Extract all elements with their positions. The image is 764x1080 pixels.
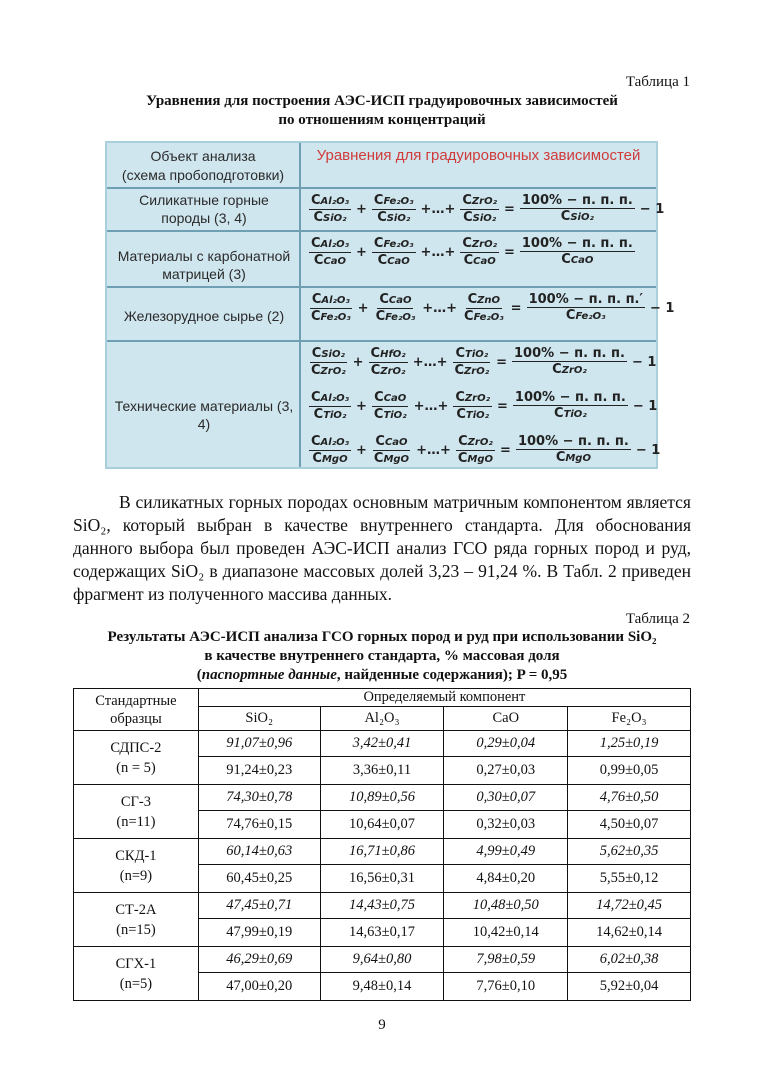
- table1-label: Таблица 1: [625, 74, 690, 90]
- equation: $\frac{\text{CAl₂O₃}}{\text{CMgO}}$ + $\frac{\text{CCaO}}{\text{CMgO}}$ +…+ $\frac{\text{CZrO₂}}{\text{CMgO}}$ = $\frac{100\% - п. п. п.}{\text{CMgO}}$ − 1: [311, 433, 661, 466]
- passport-value: 47,45±0,71: [198, 893, 320, 919]
- caption-italic: паспортные данные: [201, 667, 337, 683]
- found-value: 0,27±0,03: [444, 757, 568, 785]
- table1-object-silicate: [111, 191, 297, 227]
- table2-results: [73, 688, 691, 1001]
- found-value: 4,50±0,07: [568, 811, 691, 839]
- header-samples-line1: Стандартные: [95, 692, 177, 709]
- found-value: 16,56±0,31: [320, 865, 444, 893]
- column-header: Al₂O₃: [320, 707, 444, 731]
- sample-count: (n=15): [116, 921, 156, 938]
- page-number: 9: [378, 1017, 386, 1033]
- table1-object-technical: [111, 397, 297, 433]
- table-row-passport: [74, 947, 691, 973]
- found-value: 5,92±0,04: [568, 973, 691, 1001]
- found-value: 10,64±0,07: [320, 811, 444, 839]
- passport-value: 14,72±0,45: [568, 893, 691, 919]
- found-value: 47,00±0,20: [198, 973, 320, 1001]
- found-value: 60,45±0,25: [198, 865, 320, 893]
- sample-name-cell: [74, 947, 199, 1001]
- table1-caption-line1: Уравнения для построения АЭС-ИСП градуировочных зависимостей: [146, 93, 618, 109]
- sample-count: (n=11): [116, 813, 156, 830]
- column-header: Fe₂O₃: [568, 707, 691, 731]
- object-line2: породы (3, 4): [161, 210, 247, 226]
- sample-count: (n=9): [119, 867, 153, 884]
- sample-name-cell: [74, 893, 199, 947]
- column-header: CaO: [444, 707, 568, 731]
- found-value: 14,63±0,17: [320, 919, 444, 947]
- sample-count: (n = 5): [116, 759, 156, 776]
- header-samples-line2: образцы: [110, 710, 162, 727]
- table2-label: Таблица 2: [625, 611, 690, 627]
- table1-equations-iron-ore: [307, 286, 675, 330]
- passport-value: 1,25±0,19: [568, 731, 691, 757]
- object-line1: Материалы с карбонатной: [117, 248, 291, 264]
- sample-count: (n=5): [119, 975, 153, 992]
- table1-caption: [70, 92, 694, 130]
- passport-value: 3,42±0,41: [320, 731, 444, 757]
- table1-equations-technical: [307, 340, 661, 472]
- table1-column-divider: [299, 143, 301, 467]
- table1-figure: [105, 141, 675, 469]
- passport-value: 9,64±0,80: [320, 947, 444, 973]
- caption-paren: (: [196, 667, 202, 683]
- header-component: Определяемый компонент: [198, 689, 690, 707]
- column-header: SiO₂: [198, 707, 320, 731]
- passport-value: 46,29±0,69: [198, 947, 320, 973]
- equation: $\frac{\text{CSiO₂}}{\text{CZrO₂}}$ + $\frac{\text{CHfO₂}}{\text{CZrO₂}}$ +…+ $\frac{\text{CTiO₂}}{\text{CZrO₂}}$ = $\frac{100\% - п. п. п.}{\text{CZrO₂}}$ − 1: [311, 345, 657, 378]
- table1-header-equations: Уравнения для градуировочных зависимостей: [316, 147, 641, 164]
- found-value: 7,76±0,10: [444, 973, 568, 1001]
- table2-caption-line3: [70, 666, 694, 685]
- passport-value: 10,89±0,56: [320, 785, 444, 811]
- table1-equations-silicate: [307, 187, 665, 231]
- passport-value: 74,30±0,78: [198, 785, 320, 811]
- caption-rest: , найденные содержания); P = 0,95: [336, 667, 568, 683]
- object-line1: Технические материалы (3,: [114, 398, 294, 414]
- found-value: 47,99±0,19: [198, 919, 320, 947]
- found-value: 10,42±0,14: [444, 919, 568, 947]
- passport-value: 16,71±0,86: [320, 839, 444, 865]
- sample-name: СКД-1: [115, 847, 157, 864]
- table1-equations-carbonate: [307, 230, 657, 274]
- table2-caption-line2: в качестве внутреннего стандарта, % массовая доля: [204, 648, 560, 664]
- table-row-passport: [74, 785, 691, 811]
- table-row-passport: [74, 893, 691, 919]
- table1-header-object-line1: Объект анализа: [150, 148, 256, 164]
- found-value: 9,48±0,14: [320, 973, 444, 1001]
- passport-value: 4,76±0,50: [568, 785, 691, 811]
- table2-caption-line1: Результаты АЭС-ИСП анализа ГСО горных пород и руд при использовании SiO₂: [107, 629, 657, 645]
- table1-object-iron-ore: [111, 307, 297, 325]
- passport-value: 10,48±0,50: [444, 893, 568, 919]
- header-samples: [74, 689, 199, 731]
- equation: $\frac{\text{CAl₂O₃}}{\text{CCaO}}$ + $\frac{\text{CFe₂O₃}}{\text{CCaO}}$ +…+ $\frac{\text{CZrO₂}}{\text{CCaO}}$ = $\frac{100\% - п. п. п.}{\text{CCaO}}$: [311, 235, 633, 268]
- paragraph-text: В силикатных горных породах основным матричным компонентом является SiO₂, который выбран в качестве внутреннего стандарта. Для обоснования данного выбора был проведен АЭС-ИСП анализ ГСО ряда горных пород и руд, содержащих SiO₂ в диапазоне массовых долей 3,23 – 91,24 %. В Табл. 2 приведен фрагмент из полученного массива данных.: [73, 492, 691, 604]
- found-value: 0,32±0,03: [444, 811, 568, 839]
- passport-value: 0,29±0,04: [444, 731, 568, 757]
- table1-header-object: [107, 147, 299, 185]
- found-value: 74,76±0,15: [198, 811, 320, 839]
- sample-name-cell: [74, 731, 199, 785]
- found-value: 14,62±0,14: [568, 919, 691, 947]
- equation: $\frac{\text{CAl₂O₃}}{\text{CSiO₂}}$ + $\frac{\text{CFe₂O₃}}{\text{CSiO₂}}$ +…+ $\frac{\text{CZrO₂}}{\text{CSiO₂}}$ = $\frac{100\% - п. п. п.}{\text{CSiO₂}}$ − 1: [311, 192, 665, 225]
- passport-value: 6,02±0,38: [568, 947, 691, 973]
- sample-name: СДПС-2: [110, 739, 162, 756]
- body-paragraph: [73, 491, 691, 606]
- object-line1: Железорудное сырье (2): [123, 308, 285, 324]
- sample-name: СГ-3: [120, 793, 151, 810]
- sample-name: СТ-2А: [115, 901, 157, 918]
- table2-body: [74, 731, 691, 1001]
- passport-value: 91,07±0,96: [198, 731, 320, 757]
- found-value: 91,24±0,23: [198, 757, 320, 785]
- passport-value: 0,30±0,07: [444, 785, 568, 811]
- table-row-passport: [74, 839, 691, 865]
- table1-header-object-line2: (схема пробоподготовки): [121, 167, 285, 183]
- passport-value: 60,14±0,63: [198, 839, 320, 865]
- object-line2: матрицей (3): [162, 266, 246, 282]
- passport-value: 7,98±0,59: [444, 947, 568, 973]
- object-line2: 4): [197, 416, 211, 432]
- passport-value: 4,99±0,49: [444, 839, 568, 865]
- found-value: 0,99±0,05: [568, 757, 691, 785]
- equation: $\frac{\text{CAl₂O₃}}{\text{CFe₂O₃}}$ + $\frac{\text{CCaO}}{\text{CFe₂O₃}}$ +…+ $\frac{\text{CZnO}}{\text{CFe₂O₃}}$ = $\frac{100\% - п. п. п.'}{\text{CFe₂O₃}}$ − 1: [311, 291, 675, 324]
- passport-value: 5,62±0,35: [568, 839, 691, 865]
- sample-name-cell: [74, 785, 199, 839]
- passport-value: 14,43±0,75: [320, 893, 444, 919]
- found-value: 4,84±0,20: [444, 865, 568, 893]
- found-value: 5,55±0,12: [568, 865, 691, 893]
- table2-caption: [70, 628, 694, 685]
- table1-object-carbonate: [111, 247, 297, 283]
- table-row-passport: [74, 731, 691, 757]
- equation: $\frac{\text{CAl₂O₃}}{\text{CTiO₂}}$ + $\frac{\text{CCaO}}{\text{CTiO₂}}$ +…+ $\frac{\text{CZrO₂}}{\text{CTiO₂}}$ = $\frac{100\% - п. п. п.}{\text{CTiO₂}}$ − 1: [311, 389, 658, 422]
- sample-name-cell: [74, 839, 199, 893]
- sample-name: СГХ-1: [115, 955, 157, 972]
- found-value: 3,36±0,11: [320, 757, 444, 785]
- object-line1: Силикатные горные: [139, 192, 269, 208]
- table1-caption-line2: по отношениям концентраций: [278, 112, 486, 128]
